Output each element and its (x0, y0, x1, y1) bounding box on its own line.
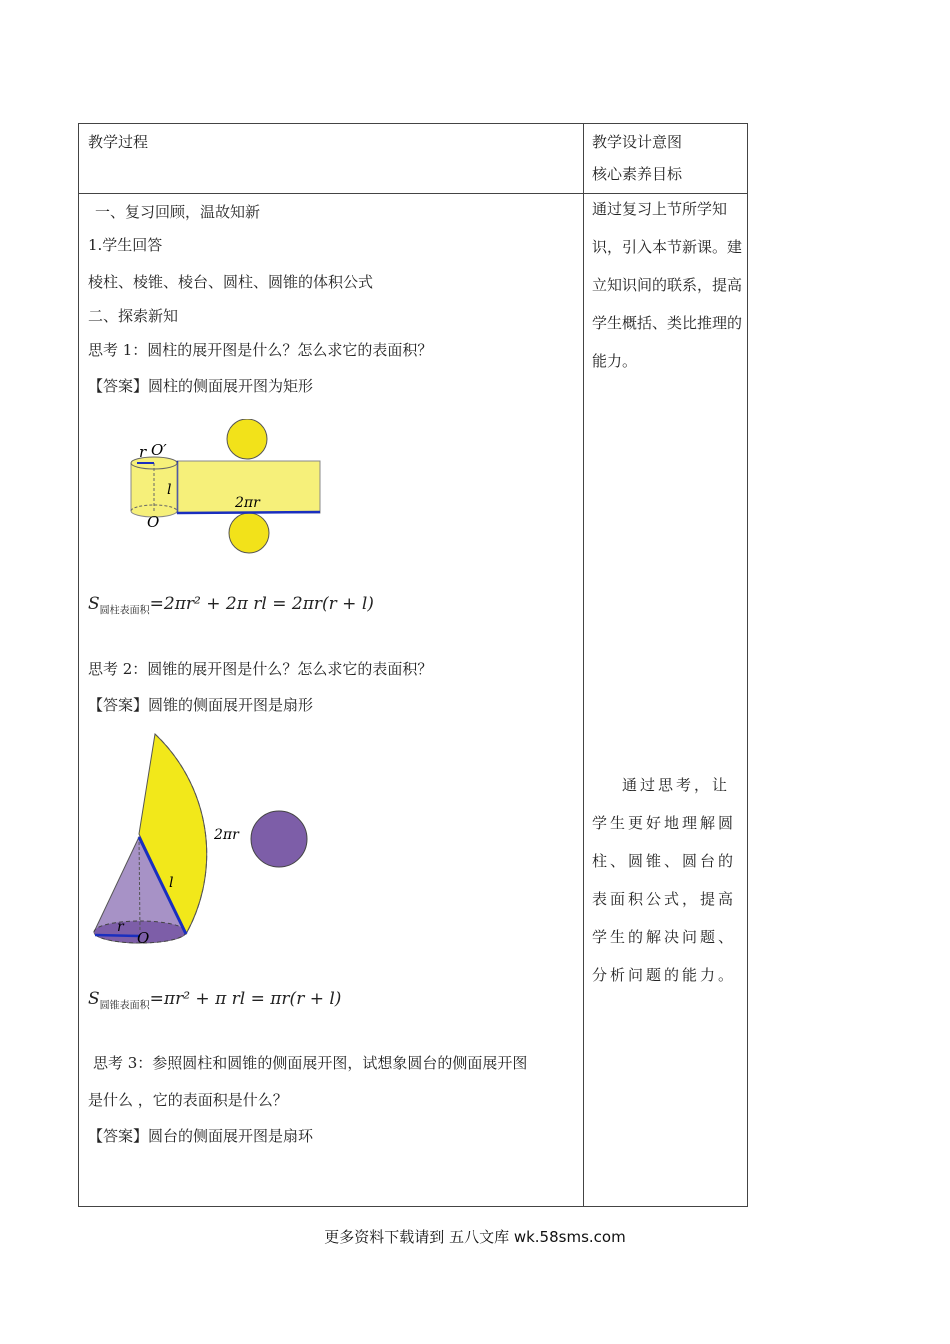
question-3-line1: 思考 3：参照圆柱和圆锥的侧面展开图，试想象圆台的侧面展开图 (93, 1054, 528, 1072)
label-r: r (117, 919, 124, 935)
review-text: 棱柱、棱锥、棱台、圆柱、圆锥的体积公式 (88, 273, 374, 291)
label-o: O (137, 929, 150, 947)
answer-1: 【答案】圆柱的侧面展开图为矩形 (88, 377, 314, 395)
rectangle-base-edge (177, 512, 320, 513)
answer-3: 【答案】圆台的侧面展开图是扇环 (88, 1127, 314, 1145)
section-review: 一、复习回顾，温故知新 (95, 203, 261, 221)
cone-net-figure (89, 729, 329, 959)
header-goal: 核心素养目标 (592, 165, 683, 183)
lesson-table (78, 123, 748, 1207)
design-note-2: 通过思考，让学生更好地理解圆柱、圆锥、圆台的表面积公式，提高学生的解决问题、分析问题的能力。 (592, 776, 737, 984)
cone-surface-formula: $S_{圆锥表面积}=\pi r^2 + \pi$ rl = πr(r + l) (88, 989, 342, 1012)
column-divider (583, 124, 584, 1206)
label-arc-length: 2πr (235, 495, 260, 511)
footer-link[interactable]: 更多资料下载请到 五八文库 wk.58sms.com (324, 1228, 626, 1246)
header-intent: 教学设计意图 (592, 133, 683, 151)
cylinder-surface-formula: $S_{圆柱表面积}=2\pi r^2 + 2\pi$ rl = 2πr(r + l) (88, 594, 374, 617)
question-2: 思考 2：圆锥的展开图是什么？怎么求它的表面积？ (88, 660, 433, 678)
label-o-bottom: O (147, 513, 160, 531)
top-circle (227, 419, 267, 459)
cone-radius (95, 935, 140, 936)
question-1: 思考 1：圆柱的展开图是什么？怎么求它的表面积？ (88, 341, 433, 359)
label-o-top: O′ (151, 441, 167, 459)
cone-base-circle (251, 811, 307, 867)
label-l: l (167, 482, 172, 498)
question-3-line2: 是什么 ，它的表面积是什么？ (88, 1091, 288, 1109)
label-r: r (139, 443, 147, 461)
review-item: 1.学生回答 (88, 236, 163, 254)
section-explore: 二、探索新知 (88, 307, 179, 325)
label-l: l (169, 875, 174, 891)
answer-2: 【答案】圆锥的侧面展开图是扇形 (88, 696, 314, 714)
header-process: 教学过程 (88, 133, 149, 151)
label-arc-length: 2πr (214, 827, 239, 843)
bottom-circle (229, 513, 269, 553)
design-note-1: 通过复习上节所学知识，引入本节新课。建立知识间的联系，提高学生概括、类比推理的能力。 (592, 200, 743, 370)
cylinder-net-figure (127, 419, 327, 559)
